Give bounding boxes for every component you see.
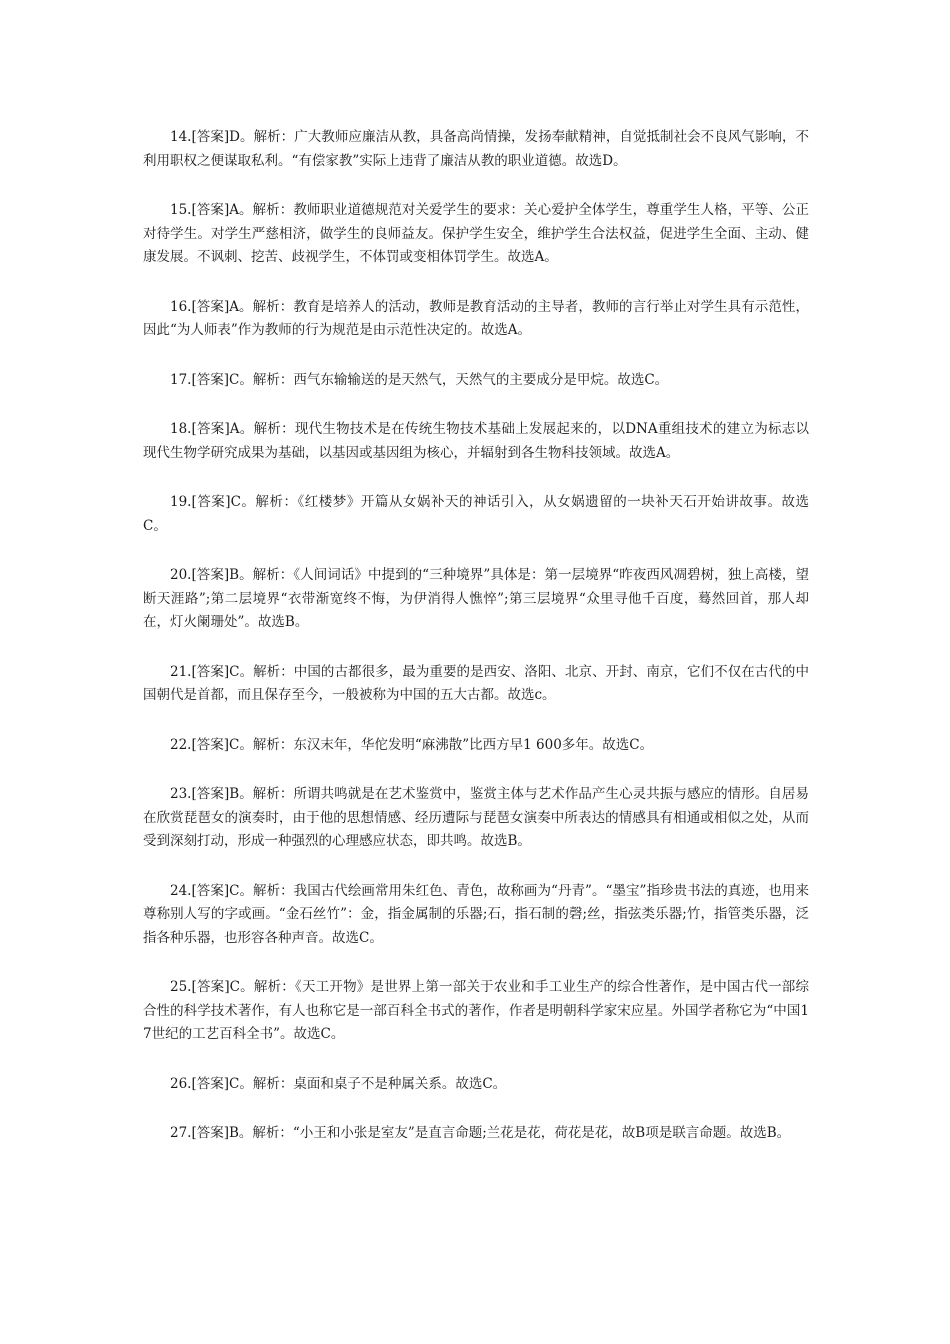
answer-item-20: 20.[答案]B。解析：《人间词话》中提到的“三种境界”具体是：第一层境界“昨夜西风凋碧树，独上高楼，望断天涯路”;第二层境界“衣带渐宽终不悔，为伊消得人憔悴”;第三层境界“众里寻他千百度，蓦然回首，那人却在，灯火阑珊处”。故选B。 bbox=[143, 567, 809, 630]
answer-item-26: 26.[答案]C。解析：桌面和桌子不是种属关系。故选C。 bbox=[170, 1075, 507, 1092]
answer-item-14: 14.[答案]D。解析：广大教师应廉洁从教，具备高尚情操，发扬奉献精神，自觉抵制社会不良风气影响，不利用职权之便谋取私利。“有偿家教”实际上违背了廉洁从教的职业道德。故选D。 bbox=[143, 129, 809, 169]
answer-item-21: 21.[答案]C。解析：中国的古都很多，最为重要的是西安、洛阳、北京、开封、南京，它们不仅在古代的中国朝代是首都，而且保存至今，一般被称为中国的五大古都。故选c。 bbox=[143, 663, 809, 703]
answer-item-22: 22.[答案]C。解析：东汉末年，华佗发明“麻沸散”比西方早1 600多年。故选C。 bbox=[170, 736, 654, 753]
answer-list bbox=[143, 126, 809, 1146]
answer-item-17: 17.[答案]C。解析：西气东输输送的是天然气，天然气的主要成分是甲烷。故选C。 bbox=[170, 371, 669, 388]
answer-item-16: 16.[答案]A。解析：教育是培养人的活动，教师是教育活动的主导者，教师的言行举止对学生具有示范性，因此“为人师表”作为教师的行为规范是由示范性决定的。故选A。 bbox=[143, 298, 809, 338]
answer-item-24: 24.[答案]C。解析：我国古代绘画常用朱红色、青色，故称画为“丹青”。“墨宝”指珍贵书法的真迹，也用来尊称别人写的字或画。“金石丝竹”：金，指金属制的乐器;石，指石制的磬;丝，指弦类乐器;竹，指管类乐器，泛指各种乐器，也形容各种声音。故选C。 bbox=[143, 882, 809, 946]
answer-item-23: 23.[答案]B。解析：所谓共鸣就是在艺术鉴赏中，鉴赏主体与艺术作品产生心灵共振与感应的情形。自居易在欣赏琵琶女的演奏时，由于他的思想情感、经历遭际与琵琶女演奏中所表达的情感具有相通或相似之处，从而受到深刻打动，形成一种强烈的心理感应状态，即共鸣。故选B。 bbox=[143, 786, 809, 849]
answer-item-27: 27.[答案]B。解析：“小王和小张是室友”是直言命题;兰花是花，荷花是花，故B项是联言命题。故选B。 bbox=[170, 1125, 791, 1141]
answer-item-18: 18.[答案]A。解析：现代生物技术是在传统生物技术基础上发展起来的，以DNA重组技术的建立为标志以现代生物学研究成果为基础，以基因或基因组为核心，并辐射到各生物科技领域。故选A。 bbox=[143, 421, 809, 461]
answer-item-25: 25.[答案]C。解析：《天工开物》是世界上第一部关于农业和手工业生产的综合性著作，是中国古代一部综合性的科学技术著作，有人也称它是一部百科全书式的著作，作者是明朝科学家宋应星。外国学者称它为“中国17世纪的工艺百科全书”。故选C。 bbox=[143, 979, 809, 1042]
answer-item-15: 15.[答案]A。解析：教师职业道德规范对关爱学生的要求：关心爱护全体学生，尊重学生人格，平等、公正对待学生。对学生严慈相济，做学生的良师益友。保护学生安全，维护学生合法权益，促进学生全面、主动、健康发展。不讽刺、挖苦、歧视学生，不体罚或变相体罚学生。故选A。 bbox=[143, 202, 809, 265]
answer-item-19: 19.[答案]C。解析：《红楼梦》开篇从女娲补天的神话引入，从女娲遗留的一块补天石开始讲故事。故选C。 bbox=[143, 494, 809, 534]
